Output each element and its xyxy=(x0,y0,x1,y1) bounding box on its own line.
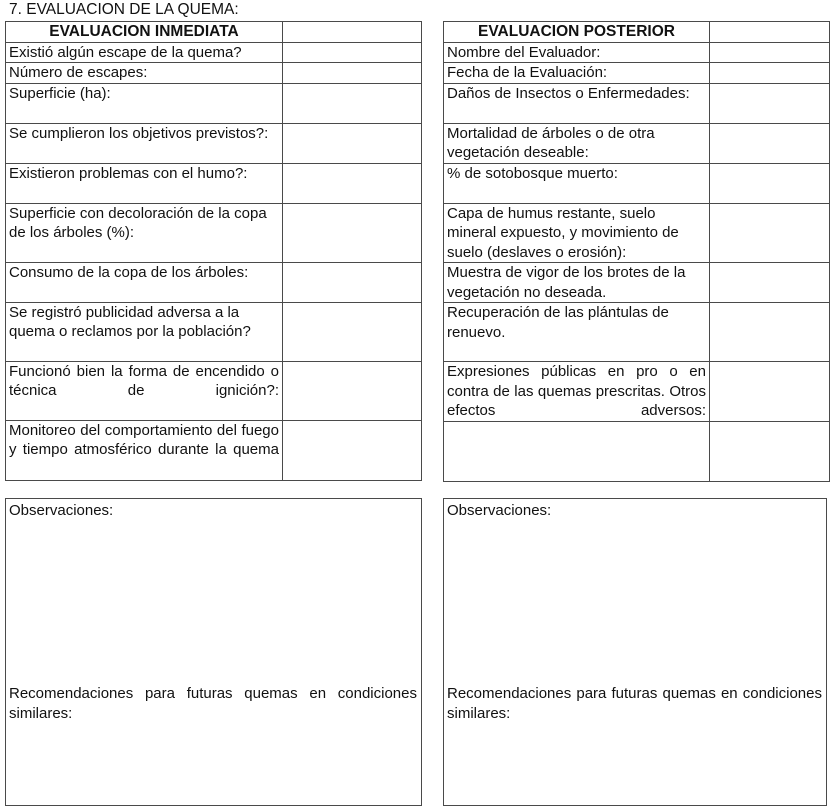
answer-cell[interactable] xyxy=(283,123,422,163)
table-row xyxy=(6,361,422,420)
table-row xyxy=(6,262,422,302)
row-label: Existió algún escape de la quema? xyxy=(6,42,283,63)
row-label: Daños de Insectos o Enfermedades: xyxy=(444,83,710,123)
row-label: % de sotobosque muerto: xyxy=(444,163,710,203)
row-label: Superficie (ha): xyxy=(6,83,283,123)
answer-cell[interactable] xyxy=(283,302,422,361)
answer-cell[interactable] xyxy=(283,63,422,84)
row-label: Se cumplieron los objetivos previstos?: xyxy=(6,123,283,163)
table-row xyxy=(444,42,830,63)
header-blank-cell xyxy=(710,22,830,43)
row-label: Consumo de la copa de los árboles: xyxy=(6,262,283,302)
row-label: Mortalidad de árboles o de otra vegetación deseable: xyxy=(444,123,710,163)
answer-cell[interactable] xyxy=(710,42,830,63)
answer-cell[interactable] xyxy=(283,83,422,123)
table-row xyxy=(6,83,422,123)
row-label: Se registró publicidad adversa a la quema o reclamos por la población? xyxy=(6,302,283,361)
row-label: Muestra de vigor de los brotes de la vegetación no deseada. xyxy=(444,263,710,303)
observaciones-label: Observaciones: xyxy=(9,502,114,519)
recomendaciones-label: Recomendaciones para futuras quemas en condiciones similares: xyxy=(9,685,417,722)
row-label: Funcionó bien la forma de encendido o técnica de ignición?: xyxy=(6,361,283,420)
table-row xyxy=(6,123,422,163)
table-row xyxy=(6,163,422,203)
header-blank-cell xyxy=(283,22,422,43)
answer-cell[interactable] xyxy=(710,263,830,303)
right-observaciones-box[interactable] xyxy=(443,498,827,806)
row-label: Recuperación de las plántulas de renuevo. xyxy=(444,303,710,362)
table-row xyxy=(444,63,830,84)
row-label: Nombre del Evaluador: xyxy=(444,42,710,63)
table-row xyxy=(6,42,422,63)
evaluacion-posterior-header: EVALUACION POSTERIOR xyxy=(444,22,710,43)
table-header-row xyxy=(6,22,422,43)
table-row xyxy=(444,303,830,362)
table-row xyxy=(444,123,830,163)
table-row xyxy=(6,63,422,84)
table-row xyxy=(444,421,830,481)
table-row xyxy=(6,420,422,480)
table-row xyxy=(444,83,830,123)
answer-cell[interactable] xyxy=(710,203,830,263)
table-row xyxy=(6,302,422,361)
table-header-row xyxy=(444,22,830,43)
row-label: Superficie con decoloración de la copa de los árboles (%): xyxy=(6,203,283,262)
answer-cell[interactable] xyxy=(283,262,422,302)
row-label: Capa de humus restante, suelo mineral expuesto, y movimiento de suelo (deslaves o erosión): xyxy=(444,203,710,263)
answer-cell[interactable] xyxy=(710,163,830,203)
answer-cell[interactable] xyxy=(710,421,830,481)
row-label: Fecha de la Evaluación: xyxy=(444,63,710,84)
answer-cell[interactable] xyxy=(283,420,422,480)
row-label: Monitoreo del comportamiento del fuego y tiempo atmosférico durante la quema xyxy=(6,420,283,480)
answer-cell[interactable] xyxy=(283,42,422,63)
recomendaciones-label: Recomendaciones para futuras quemas en condiciones similares: xyxy=(447,685,822,722)
answer-cell[interactable] xyxy=(710,63,830,84)
table-row xyxy=(444,263,830,303)
table-row xyxy=(444,362,830,422)
row-label xyxy=(444,421,710,481)
section-title: 7. EVALUACION DE LA QUEMA: xyxy=(9,1,239,18)
answer-cell[interactable] xyxy=(710,83,830,123)
observaciones-label: Observaciones: xyxy=(447,502,552,519)
table-row xyxy=(6,203,422,262)
answer-cell[interactable] xyxy=(283,361,422,420)
evaluacion-inmediata-header: EVALUACION INMEDIATA xyxy=(6,22,283,43)
table-row xyxy=(444,203,830,263)
answer-cell[interactable] xyxy=(710,123,830,163)
row-label: Número de escapes: xyxy=(6,63,283,84)
row-label: Expresiones públicas en pro o en contra de las quemas prescritas. Otros efectos adversos: xyxy=(444,362,710,422)
answer-cell[interactable] xyxy=(283,163,422,203)
answer-cell[interactable] xyxy=(710,303,830,362)
evaluacion-inmediata-table xyxy=(5,21,422,481)
left-observaciones-box[interactable] xyxy=(5,498,422,806)
evaluacion-posterior-table xyxy=(443,21,830,482)
answer-cell[interactable] xyxy=(283,203,422,262)
answer-cell[interactable] xyxy=(710,362,830,422)
row-label: Existieron problemas con el humo?: xyxy=(6,163,283,203)
table-row xyxy=(444,163,830,203)
